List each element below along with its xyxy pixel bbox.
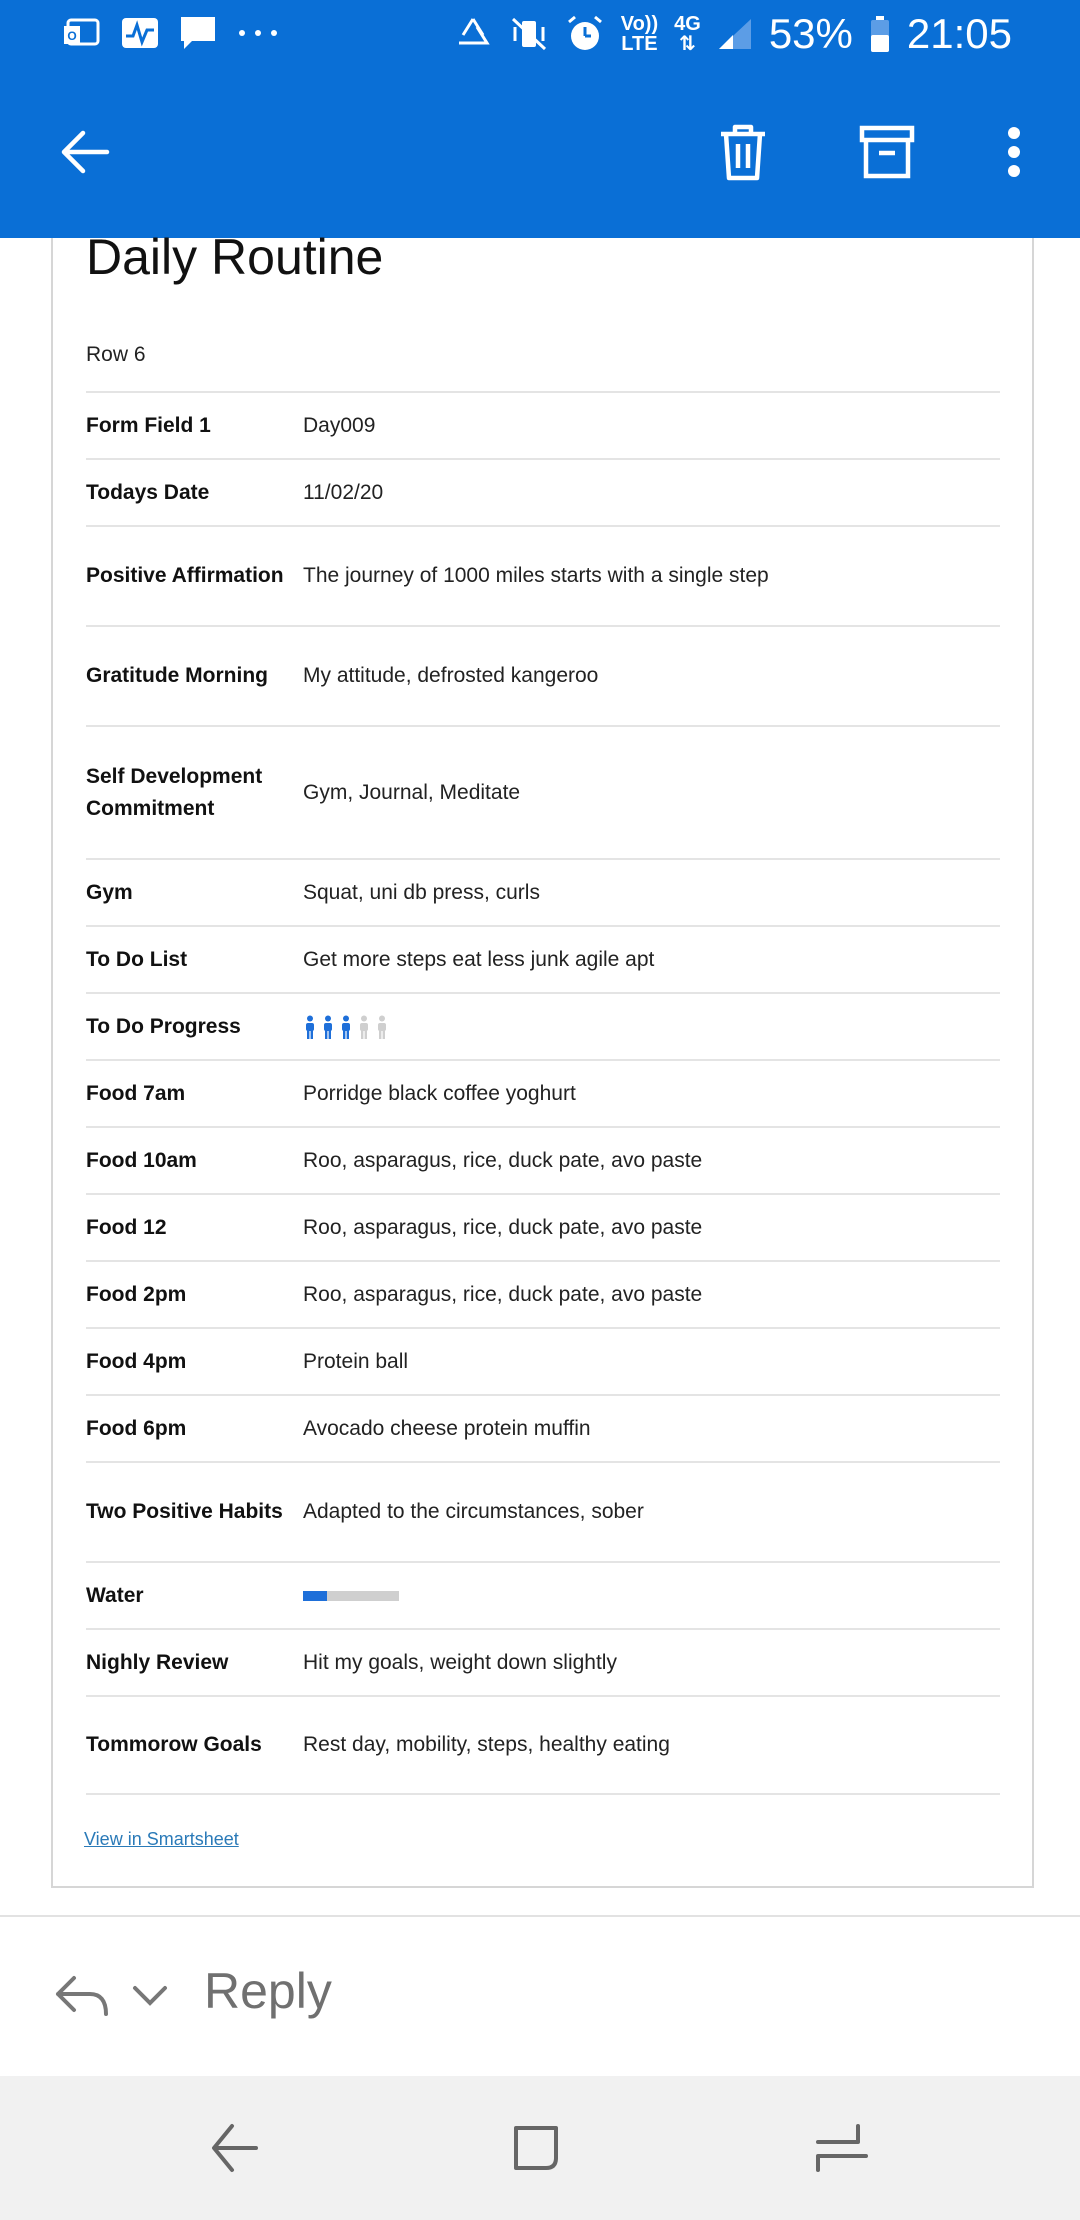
nav-recents-button[interactable] [812, 2118, 872, 2178]
table-row [86, 1327, 1000, 1394]
outlook-icon [62, 16, 102, 50]
nav-home-icon [506, 2118, 566, 2178]
back-button[interactable] [45, 112, 125, 192]
field-label: Food 6pm [86, 1416, 187, 1440]
system-nav-bar [0, 2076, 1080, 2220]
field-value: Get more steps eat less junk agile apt [303, 947, 655, 971]
field-value: Protein ball [303, 1349, 409, 1373]
fields-table [86, 391, 1000, 1795]
mute-vibrate-icon [509, 15, 549, 53]
table-row [86, 1461, 1000, 1561]
app-toolbar [0, 72, 1080, 238]
network-type: 4G ⇅ [674, 13, 701, 55]
field-label: Tommorow Goals [86, 1733, 262, 1756]
field-value: My attitude, defrosted kangeroo [303, 664, 599, 687]
message-icon [178, 14, 218, 52]
water-progress-bar [303, 1591, 1000, 1601]
field-value: The journey of 1000 miles starts with a single step [303, 564, 769, 587]
field-value: Gym, Journal, Meditate [303, 780, 521, 804]
data-arrows-icon: ⇅ [679, 33, 696, 55]
field-label: Gratitude Morning [86, 664, 268, 687]
field-label: Water [86, 1583, 144, 1607]
field-label: Food 10am [86, 1148, 197, 1172]
table-row [86, 1394, 1000, 1461]
field-value: Porridge black coffee yoghurt [303, 1081, 576, 1105]
table-row [86, 458, 1000, 525]
table-row [86, 925, 1000, 992]
more-vertical-icon [1004, 126, 1024, 178]
alarm-icon [565, 14, 605, 54]
table-row [86, 1260, 1000, 1327]
chevron-down-icon [132, 1985, 168, 2007]
system-icons [453, 10, 1012, 58]
field-label: To Do List [86, 947, 188, 971]
battery-icon [869, 15, 891, 53]
arrow-left-icon [59, 128, 111, 176]
person-icon [357, 1015, 371, 1039]
field-label: Food 12 [86, 1215, 167, 1239]
more-notifications-icon [236, 28, 280, 38]
table-row [86, 1193, 1000, 1260]
reply-icon [54, 1974, 110, 2018]
water-bar-track [303, 1591, 399, 1601]
activity-icon [120, 16, 160, 50]
field-value: Squat, uni db press, curls [303, 880, 540, 904]
svg-text:O: O [67, 29, 77, 43]
volte-icon: Vo)) LTE [620, 13, 659, 55]
table-row [86, 391, 1000, 458]
field-value: Roo, asparagus, rice, duck pate, avo paste [303, 1282, 703, 1306]
archive-icon [858, 124, 916, 180]
table-row [86, 1628, 1000, 1695]
more-options-button[interactable] [974, 112, 1054, 192]
table-row [86, 992, 1000, 1059]
reply-arrow-button[interactable] [54, 1974, 110, 2023]
table-row [86, 1059, 1000, 1126]
field-label: Positive Affirmation [86, 564, 284, 587]
water-bar-fill [303, 1591, 327, 1601]
archive-button[interactable] [847, 112, 927, 192]
todo-progress-rating [303, 1015, 1000, 1039]
reply-bar [0, 1917, 1080, 2075]
nav-back-icon [206, 2118, 266, 2178]
email-title: Daily Routine [86, 229, 384, 285]
person-icon [375, 1015, 389, 1039]
field-value: Rest day, mobility, steps, healthy eating [303, 1733, 670, 1756]
table-row [86, 858, 1000, 925]
field-label: Food 2pm [86, 1282, 187, 1306]
field-label: Nighly Review [86, 1650, 229, 1674]
field-label: To Do Progress [86, 1014, 241, 1038]
status-bar [0, 0, 1080, 72]
table-row [86, 725, 1000, 858]
field-label: Self Development Commitment [86, 764, 263, 820]
reply-options-button[interactable] [132, 1985, 168, 2012]
view-in-smartsheet-link[interactable]: View in Smartsheet [84, 1829, 239, 1849]
battery-percent: 53% [768, 10, 853, 57]
field-value: Roo, asparagus, rice, duck pate, avo paste [303, 1148, 703, 1172]
field-value: Adapted to the circumstances, sober [303, 1500, 644, 1523]
signal-icon [717, 17, 753, 51]
field-value: Roo, asparagus, rice, duck pate, avo paste [303, 1215, 703, 1239]
field-label: Todays Date [86, 480, 210, 504]
person-icon [339, 1015, 353, 1039]
clock: 21:05 [906, 10, 1012, 57]
nav-recents-icon [812, 2118, 872, 2178]
reply-button[interactable]: Reply [204, 1963, 332, 2019]
field-value: Avocado cheese protein muffin [303, 1416, 591, 1440]
nav-home-button[interactable] [506, 2118, 566, 2178]
person-icon [321, 1015, 335, 1039]
table-row [86, 1561, 1000, 1628]
person-icon [303, 1015, 317, 1039]
field-label: Food 4pm [86, 1349, 187, 1373]
table-row [86, 1126, 1000, 1193]
table-row [86, 625, 1000, 725]
notification-icons [62, 14, 280, 52]
trash-icon [715, 122, 771, 182]
field-label: Form Field 1 [86, 413, 211, 437]
field-value: Day009 [303, 413, 376, 437]
row-label: Row 6 [86, 343, 146, 366]
field-value: 11/02/20 [303, 480, 384, 504]
nav-back-button[interactable] [206, 2118, 266, 2178]
table-row [86, 525, 1000, 625]
field-label: Two Positive Habits [86, 1500, 283, 1523]
field-label: Gym [86, 880, 133, 904]
field-label: Food 7am [86, 1081, 186, 1105]
delete-button[interactable] [703, 112, 783, 192]
recycle-icon [453, 15, 493, 53]
field-value: Hit my goals, weight down slightly [303, 1650, 617, 1674]
table-row [86, 1695, 1000, 1795]
